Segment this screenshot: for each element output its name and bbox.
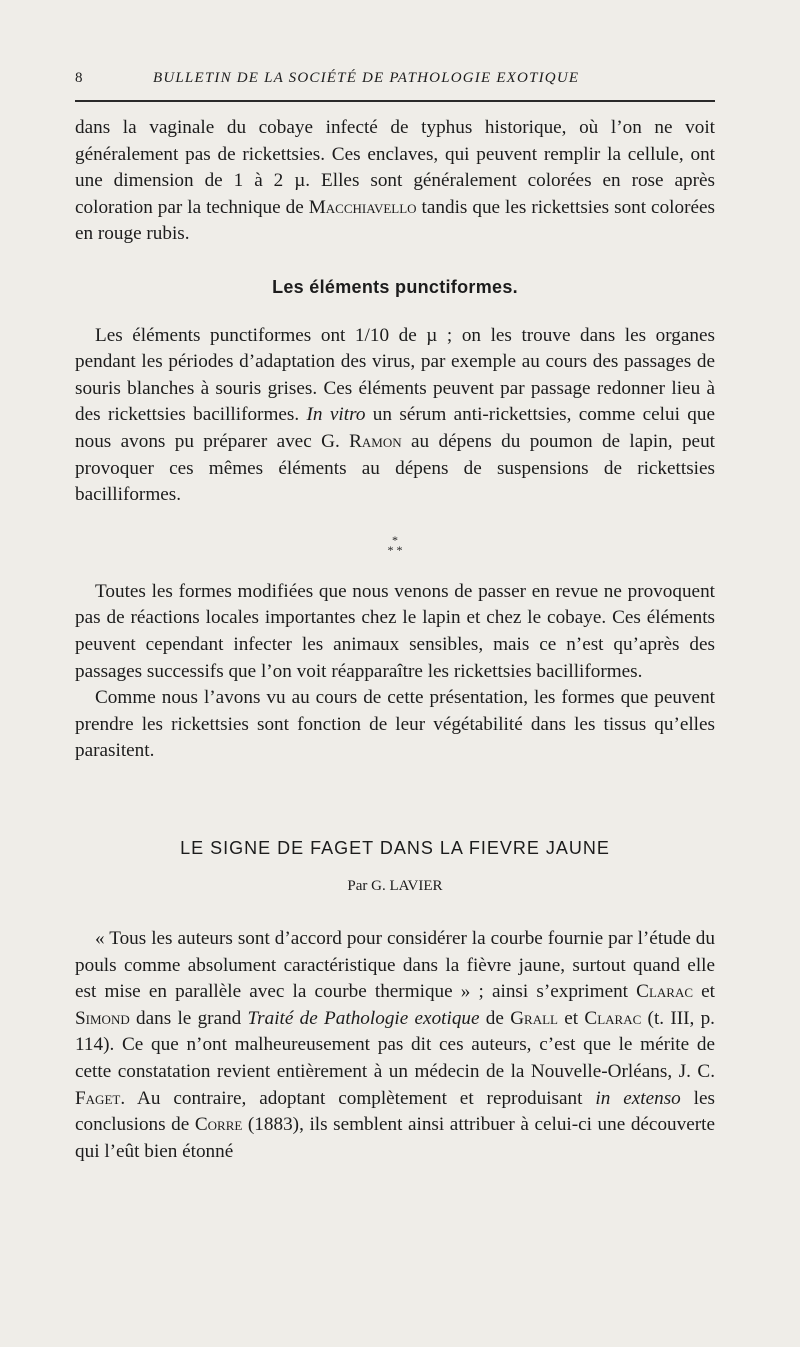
paragraph-formes-modifiees: Toutes les formes modifiées que nous venons de passer en revue ne provoquent pas de réactions locales importantes chez le lapin et chez le cobaye. Ces éléments peuvent cependant infecter les animaux sensibles, mais ce n’est qu’après des passages successifs que l’on voit réapparaître les rickettsies bacilliformes. [75,580,715,682]
running-title: BULLETIN DE LA SOCIÉTÉ DE PATHOLOGIE EXOTIQUE [153,70,580,86]
section-heading: Les éléments punctiformes. [272,276,518,297]
asterism-separator: * * * [387,532,403,557]
author-name: Macchiavello [308,196,417,218]
paragraph-faget: « Tous les auteurs sont d’accord pour considérer la courbe fournie par l’étude du pouls comme absolument caractéristique dans la fièvre jaune, surtout quand elle est mise en parallèle avec la courbe thermique » ; ainsi s’expriment Clarac et Simond dans le grand Traité de Pathologie exotique de Grall et Clarac (t. III, p. 114). Ce que n’ont malheureusement pas dit ces auteurs, c’est que le mérite de cette constatation revient entièrement à un médecin de la Nouvelle-Orléans, J. C. Faget. Au contraire, adoptant complètement et reproduisant in extenso les conclusions de Corre (1883), ils semblent ainsi attribuer à celui-ci une découverte qui l’eût bien étonné [75,928,715,1162]
article-title: LE SIGNE DE FAGET DANS LA FIEVRE JAUNE [180,837,610,858]
author-name: Ramon [349,430,402,452]
journal-page [75,70,715,1162]
page-header [75,70,715,94]
article-byline: Par G. LAVIER [347,878,443,895]
paragraph-enclaves: dans la vaginale du cobaye infecté de typhus historique, où l’on ne voit généralement pas de rickettsies. Ces enclaves, qui peuvent remplir la cellule, ont une dimension de 1 à 2 µ. Elles sont généralement colorées en rose après coloration par la technique de Macchiavello tandis que les rickettsies sont colorées en rouge rubis. [75,117,715,245]
paragraph-conclusion: Comme nous l’avons vu au cours de cette présentation, les formes que peuvent prendre les rickettsies sont fonction de leur végétabilité dans les tissus qu’elles parasitent. [75,687,715,762]
page-body [75,115,715,1165]
paragraph-punctiformes: Les éléments punctiformes ont 1/10 de µ ; on les trouve dans les organes pendant les périodes d’adaptation des virus, par exemple au cours des passages de souris blanches à souris grises. Ces éléments peuvent par passage redonner lieu à des rickettsies bacilliformes. In vitro un sérum anti-rickettsies, comme celui que nous avons pu préparer avec G. Ramon au dépens du poumon de lapin, peut provoquer ces mêmes éléments au dépens de suspensions de rickettsies bacilliformes. [75,324,715,506]
header-rule [75,100,715,102]
page-number: 8 [75,70,83,86]
